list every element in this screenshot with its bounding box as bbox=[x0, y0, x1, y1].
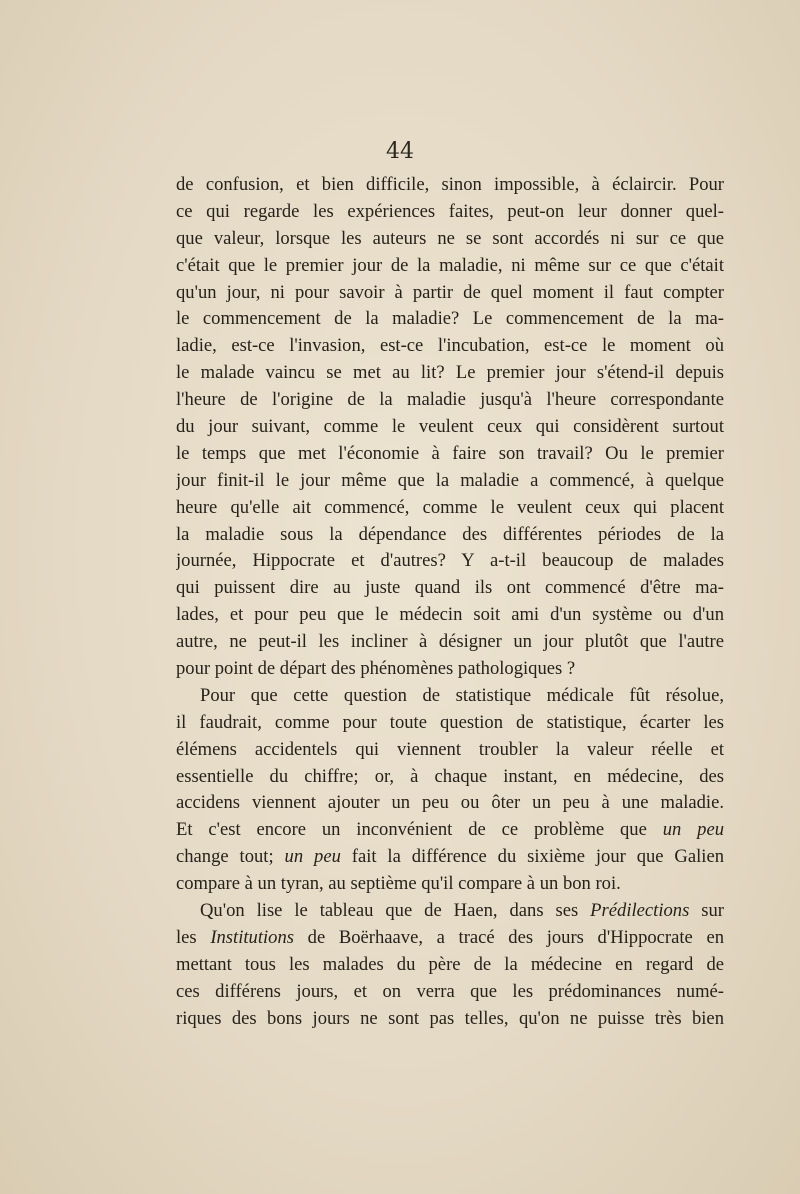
text-line: journée, Hippocrate et d'autres? Y a-t-il beaucoup de malades bbox=[176, 550, 724, 572]
text-line: qui puissent dire au juste quand ils ont commencé d'être ma- bbox=[176, 577, 724, 599]
text-line: élémens accidentels qui viennent troubler la valeur réelle et bbox=[176, 738, 724, 760]
text-line: que valeur, lorsque les auteurs ne se sont accordés ni sur ce que bbox=[176, 227, 724, 249]
text-line: heure qu'elle ait commencé, comme le veulent ceux qui placent bbox=[176, 496, 724, 518]
body-text bbox=[176, 172, 724, 1033]
text-segment: de Boërhaave, a tracé des jours d'Hippocrate en bbox=[294, 926, 724, 948]
text-line: mettant tous les malades du père de la médecine en regard de bbox=[176, 953, 724, 975]
text-line: autre, ne peut-il les incliner à désigner un jour plutôt que l'autre bbox=[176, 631, 724, 653]
text-line: accidens viennent ajouter un peu ou ôter un peu à une maladie. bbox=[176, 792, 724, 814]
text-line: il faudrait, comme pour toute question de statistique, écarter les bbox=[176, 711, 724, 733]
text-line: qu'un jour, ni pour savoir à partir de quel moment il faut compter bbox=[176, 281, 724, 303]
text-segment: fait la différence du sixième jour que Galien bbox=[340, 846, 724, 868]
text-line bbox=[176, 898, 724, 925]
text-line: jour finit-il le jour même que la maladie a commencé, à quelque bbox=[176, 469, 724, 491]
text-line: du jour suivant, comme le veulent ceux qui considèrent surtout bbox=[176, 416, 724, 438]
text-line: le temps que met l'économie à faire son travail? Ou le premier bbox=[176, 442, 724, 464]
italic-term: Institutions bbox=[210, 926, 294, 948]
text-line: riques des bons jours ne sont pas telles, qu'on ne puisse très bien bbox=[176, 1007, 724, 1029]
text-line: Pour que cette question de statistique médicale fût résolue, bbox=[200, 684, 724, 706]
italic-term: un peu bbox=[662, 819, 724, 841]
text-line: le malade vaincu se met au lit? Le premier jour s'étend-il depuis bbox=[176, 362, 724, 384]
text-line: le commencement de la maladie? Le commencement de la ma- bbox=[176, 308, 724, 330]
page-number: 44 bbox=[386, 139, 414, 164]
text-line bbox=[176, 925, 724, 952]
text-line: la maladie sous la dépendance des différentes périodes de la bbox=[176, 523, 724, 545]
text-line: c'était que le premier jour de la maladie, ni même sur ce que c'était bbox=[176, 254, 724, 276]
italic-term: Prédilections bbox=[590, 900, 690, 922]
text-line: ce qui regarde les expériences faites, peut-on leur donner quel- bbox=[176, 200, 724, 222]
text-segment: sur bbox=[689, 900, 724, 922]
text-line: de confusion, et bien difficile, sinon impossible, à éclaircir. Pour bbox=[176, 174, 724, 195]
text-line: ces différens jours, et on verra que les prédominances numé- bbox=[176, 980, 724, 1002]
text-segment: Qu'on lise le tableau que de Haen, dans ses bbox=[200, 900, 591, 922]
italic-term: un peu bbox=[284, 846, 341, 868]
text-line bbox=[176, 817, 724, 844]
text-line: l'heure de l'origine de la maladie jusqu'à l'heure correspondante bbox=[176, 389, 724, 411]
text-line: pour point de départ des phénomènes pathologiques ? bbox=[176, 658, 576, 680]
text-line: compare à un tyran, au septième qu'il compare à un bon roi. bbox=[176, 873, 621, 895]
text-segment: change tout; bbox=[176, 846, 285, 868]
text-line bbox=[176, 844, 724, 871]
text-line: lades, et pour peu que le médecin soit ami d'un système ou d'un bbox=[176, 604, 724, 626]
text-segment: Et c'est encore un inconvénient de ce problème que bbox=[176, 819, 663, 841]
text-segment: les bbox=[176, 926, 211, 948]
text-line: essentielle du chiffre; or, à chaque instant, en médecine, des bbox=[176, 765, 724, 787]
text-line: ladie, est-ce l'invasion, est-ce l'incubation, est-ce le moment où bbox=[176, 335, 724, 357]
